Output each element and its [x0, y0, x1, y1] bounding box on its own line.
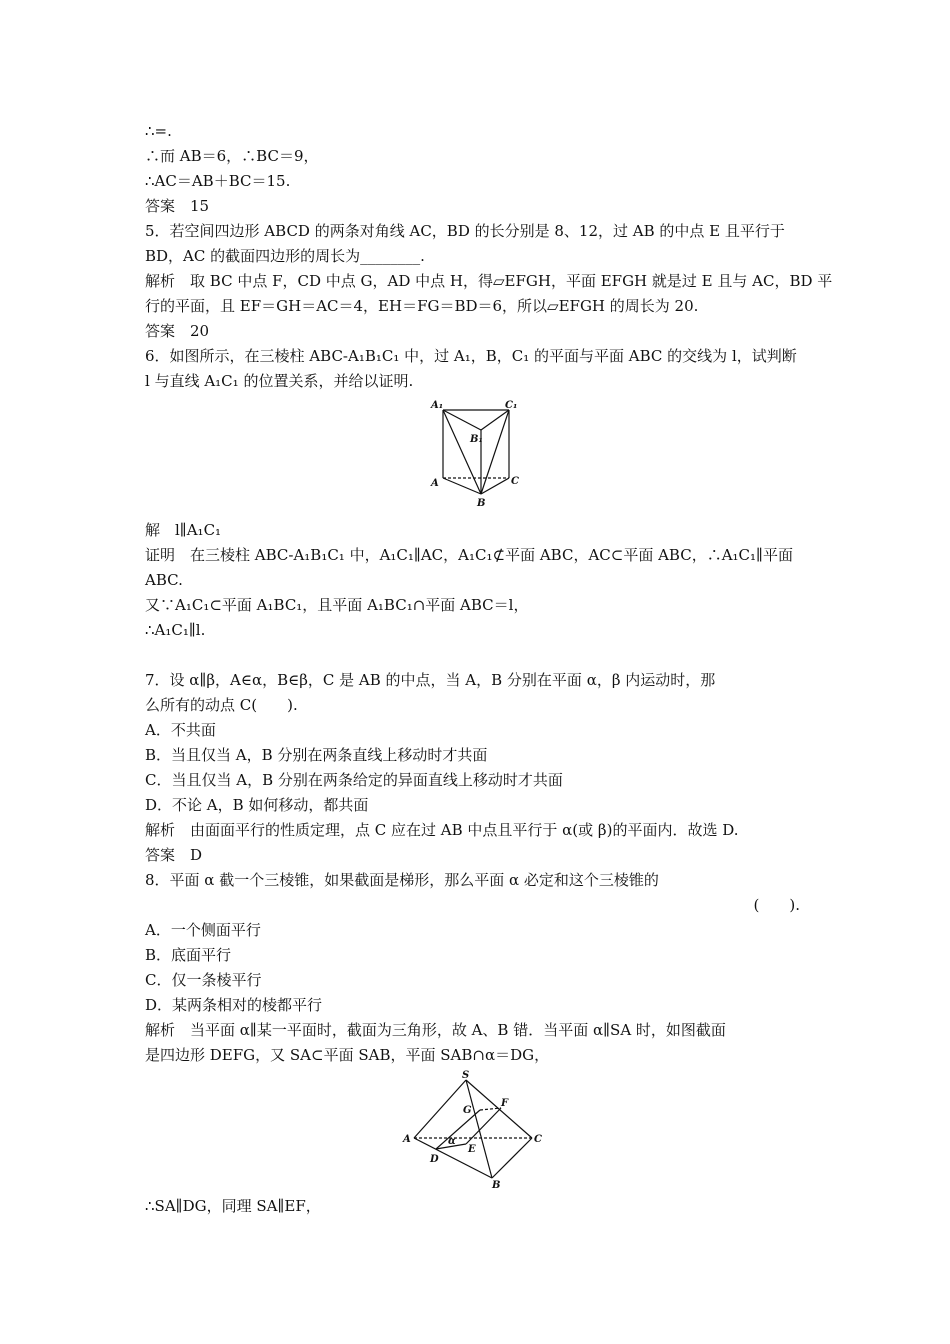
label-c1: C₁: [505, 400, 518, 411]
label-b: B: [477, 498, 486, 509]
analysis-line: 解析 当平面 α∥某一平面时，截面为三角形，故 A、B 错．当平面 α∥SA 时，如图截面: [145, 1021, 726, 1039]
label-c: C: [511, 476, 519, 487]
label-a1: A₁: [431, 400, 444, 411]
question-5: 5．若空间四边形 ABCD 的两条对角线 AC，BD 的长分别是 8、12，过 AB 的中点 E 且平行于: [145, 222, 785, 240]
text-line: ∴=.: [145, 122, 172, 140]
option-c: C．仅一条棱平行: [145, 971, 262, 989]
answer-line: 答案 20: [145, 322, 210, 340]
label-f: F: [501, 1098, 509, 1109]
option-b: B．当且仅当 A，B 分别在两条直线上移动时才共面: [145, 746, 488, 764]
answer-line: 答案 15: [145, 197, 210, 215]
label-alpha: α: [448, 1136, 456, 1147]
option-b: B．底面平行: [145, 946, 232, 964]
text-line: 又∵A₁C₁⊂平面 A₁BC₁，且平面 A₁BC₁∩平面 ABC＝l，: [145, 596, 529, 614]
option-d: D．不论 A，B 如何移动，都共面: [145, 796, 369, 814]
solution-line: 解 l∥A₁C₁: [145, 521, 222, 539]
question-8: 8．平面 α 截一个三棱锥，如果截面是梯形，那么平面 α 必定和这个三棱锥的: [145, 871, 659, 889]
label-g: G: [463, 1105, 472, 1116]
label-b: B: [492, 1180, 501, 1190]
pyramid-figure: [400, 1068, 550, 1190]
text-line: BD，AC 的截面四边形的周长为________.: [145, 247, 425, 265]
question-7: 7．设 α∥β，A∈α，B∈β，C 是 AB 的中点，当 A，B 分别在平面 α，β 内运动时，那: [145, 671, 716, 689]
answer-line: 答案 D: [145, 846, 203, 864]
option-a: A．不共面: [145, 721, 216, 739]
proof-line: 证明 在三棱柱 ABC-A₁B₁C₁ 中，A₁C₁∥AC，A₁C₁⊄平面 ABC，AC⊂平面 ABC，∴A₁C₁∥平面: [145, 546, 793, 564]
option-d: D．某两条相对的棱都平行: [145, 996, 323, 1014]
option-c: C．当且仅当 A，B 分别在两条给定的异面直线上移动时才共面: [145, 771, 563, 789]
option-a: A．一个侧面平行: [145, 921, 261, 939]
text-line: 么所有的动点 C( ).: [145, 696, 298, 714]
label-s: S: [462, 1070, 470, 1081]
text-line: l 与直线 A₁C₁ 的位置关系，并给以证明.: [145, 372, 414, 390]
label-d: D: [430, 1154, 439, 1165]
text-line: ∴AC＝AB＋BC＝15.: [145, 172, 291, 190]
text-line: ABC.: [145, 571, 183, 589]
label-a: A: [431, 478, 439, 489]
analysis-line: 解析 由面面平行的性质定理，点 C 应在过 AB 中点且平行于 α(或 β)的平面内．故选 D.: [145, 821, 739, 839]
text-line: ∴A₁C₁∥l.: [145, 621, 206, 639]
label-a: A: [403, 1134, 411, 1145]
prism-figure: [425, 398, 525, 510]
text-line: ∴SA∥DG，同理 SA∥EF，: [145, 1197, 321, 1215]
analysis-line: 解析 取 BC 中点 F，CD 中点 G，AD 中点 H，得▱EFGH，平面 EFGH 就是过 E 且与 AC，BD 平: [145, 272, 833, 290]
text-line: 是四边形 DEFG，又 SA⊂平面 SAB，平面 SAB∩α＝DG，: [145, 1046, 550, 1064]
label-b1: B₁: [470, 434, 483, 445]
label-e: E: [468, 1144, 476, 1155]
question-6: 6．如图所示，在三棱柱 ABC-A₁B₁C₁ 中，过 A₁，B，C₁ 的平面与平面 ABC 的交线为 l，试判断: [145, 347, 797, 365]
label-c: C: [534, 1134, 542, 1145]
answer-blank: ( ).: [753, 896, 800, 914]
text-line: 行的平面，且 EF＝GH＝AC＝4，EH＝FG＝BD＝6，所以▱EFGH 的周长为 20.: [145, 297, 699, 315]
text-line: ∴而 AB＝6，∴BC＝9，: [145, 147, 319, 165]
